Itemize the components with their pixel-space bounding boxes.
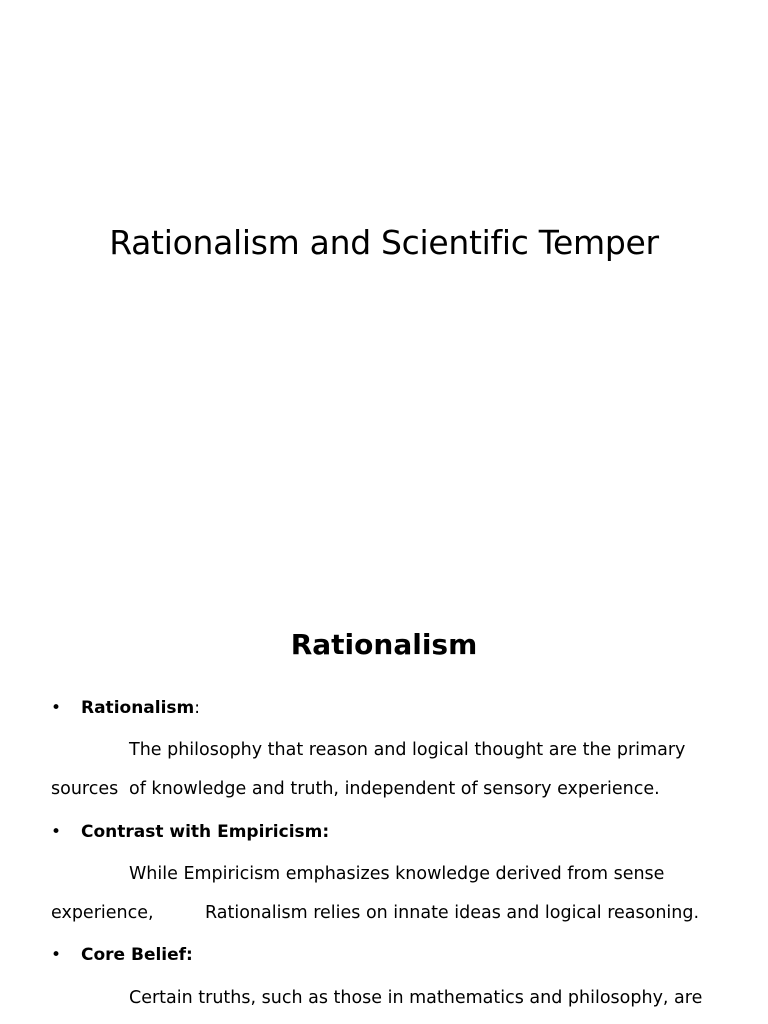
bullet-text-line: Rationalism relies on innate ideas and logical reasoning. — [205, 903, 700, 923]
bullet-marker: • — [51, 698, 62, 718]
bullet-text-line: experience, — [51, 903, 154, 923]
bullet-text-line: Certain truths, such as those in mathematics and philosophy, are — [129, 988, 703, 1008]
bullet-marker: • — [51, 945, 62, 965]
bullet-suffix: : — [194, 698, 200, 718]
bullet-text-line: sources — [51, 779, 119, 799]
bullet-text-line: The philosophy that reason and logical thought are the primary — [129, 740, 686, 760]
bullet-term: Contrast with Empiricism: — [81, 822, 330, 842]
bullet-rationalism — [51, 697, 200, 719]
bullet-term: Rationalism — [81, 698, 195, 718]
bullet-core-belief — [51, 944, 193, 966]
slide-title: Rationalism and Scientific Temper — [109, 223, 659, 262]
bullet-text-line: of knowledge and truth, independent of sensory experience. — [129, 779, 660, 799]
bullet-term: Core Belief: — [81, 945, 193, 965]
section-heading: Rationalism — [290, 628, 478, 661]
bullet-contrast-empiricism — [51, 821, 329, 843]
bullet-marker: • — [51, 822, 62, 842]
bullet-text-line: While Empiricism emphasizes knowledge derived from sense — [129, 864, 665, 884]
